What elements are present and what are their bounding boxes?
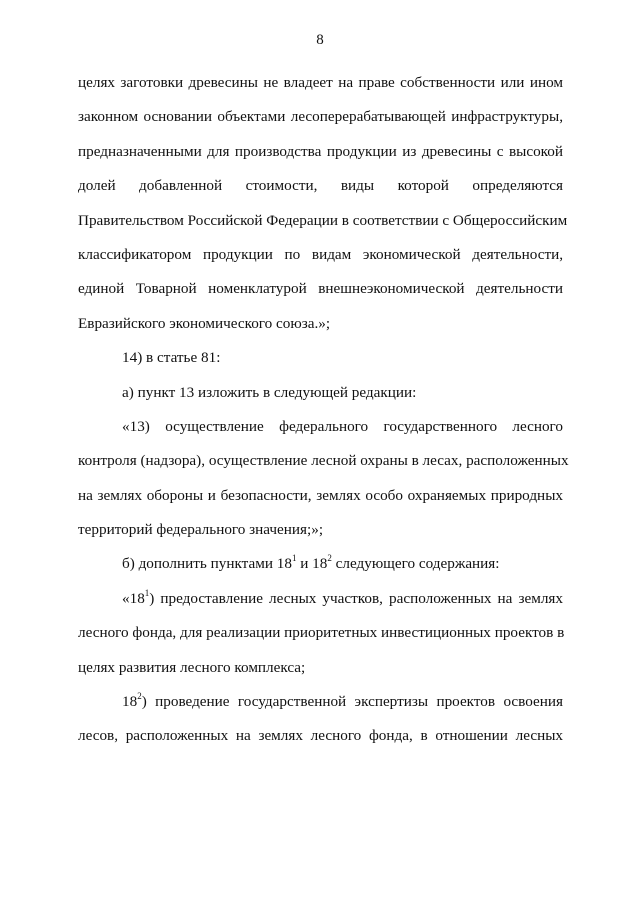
text-line: целях заготовки древесины не владеет на праве собственности или ином	[78, 74, 563, 91]
text-fragment: следующего содержания:	[331, 555, 500, 573]
page-number: 8	[316, 32, 324, 48]
text-fragment: и 18	[296, 555, 328, 573]
text-line	[78, 691, 563, 725]
text-line: «13) осуществление федерального государственного лесного	[122, 417, 563, 435]
text-fragment: ) проведение государственной экспертизы проектов освоения	[141, 693, 563, 711]
text-line: законном основании объектами лесоперерабатывающей инфраструктуры,	[78, 108, 563, 126]
text-line: долей добавленной стоимости, виды которой определяются	[78, 177, 563, 195]
superscript: 1	[291, 553, 297, 564]
superscript: 1	[144, 587, 150, 598]
text-line: лесного фонда, для реализации приоритетных инвестиционных проектов в	[78, 624, 565, 642]
text-line-subitem-a: а) пункт 13 изложить в следующей редакции:	[122, 383, 417, 401]
superscript: 2	[137, 690, 142, 701]
text-fragment: б) дополнить пунктами 18	[122, 555, 292, 573]
text-line: на землях обороны и безопасности, землях особо охраняемых природных	[78, 486, 563, 504]
text-line: целях развития лесного комплекса;	[78, 658, 306, 676]
text-line	[78, 588, 563, 622]
text-line: контроля (надзора), осуществление лесной охраны в лесах, расположенных	[78, 452, 569, 470]
text-line-item-14: 14) в статье 81:	[122, 349, 221, 367]
text-fragment: 18	[122, 693, 138, 711]
text-line: классификатором продукции по видам экономической деятельности,	[78, 245, 563, 263]
text-line: Евразийского экономического союза.»;	[78, 314, 331, 332]
text-line-subitem-b	[78, 553, 563, 587]
text-line: предназначенными для производства продукции из древесины с высокой	[78, 142, 563, 160]
text-fragment: ) предоставление лесных участков, расположенных на землях	[149, 589, 563, 607]
document-body	[78, 72, 569, 760]
superscript: 2	[327, 553, 332, 564]
text-line: единой Товарной номенклатурой внешнеэкономической деятельности	[78, 280, 563, 298]
text-fragment: «18	[122, 589, 145, 607]
text-line: Правительством Российской Федерации в соответствии с Общероссийским	[78, 211, 568, 229]
text-line: территорий федерального значения;»;	[78, 521, 324, 539]
text-line: лесов, расположенных на землях лесного фонда, в отношении лесных	[78, 727, 563, 745]
